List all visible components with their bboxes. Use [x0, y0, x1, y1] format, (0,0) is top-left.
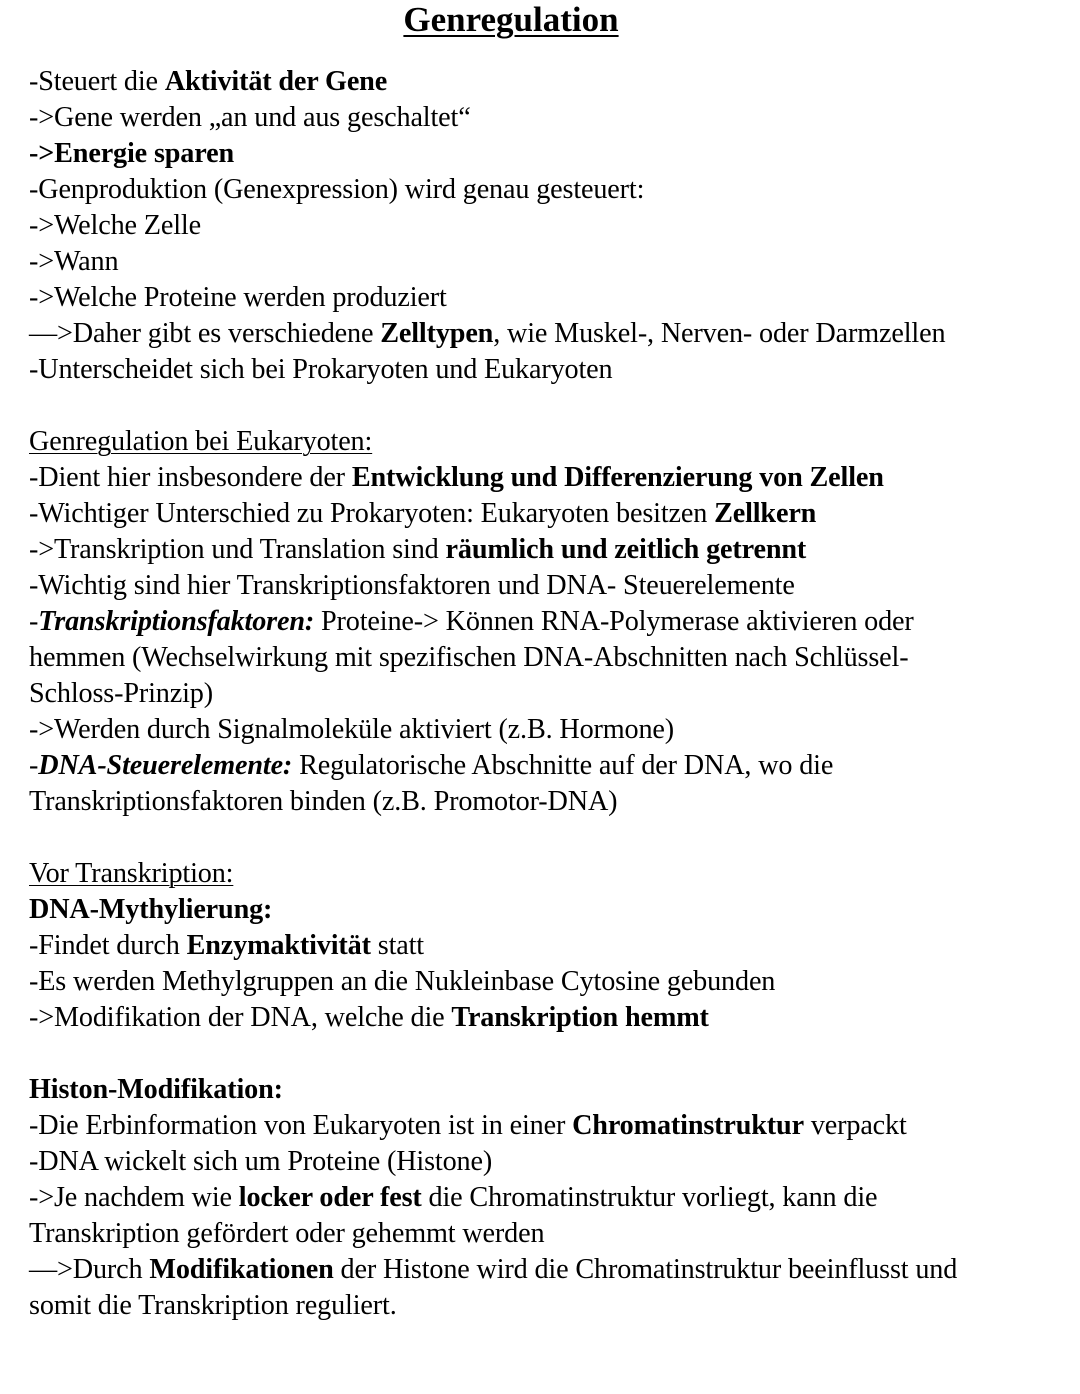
eukaryoten-line-4: -Wichtig sind hier Transkriptionsfaktoren und DNA- Steuerelemente: [29, 570, 795, 601]
section-heading-eukaryoten: Genregulation bei Eukaryoten:: [29, 426, 373, 457]
subheading-dna-methylierung: DNA-Mythylierung:: [29, 894, 273, 925]
vor-transkription-line-3: ->Modifikation der DNA, welche die Transkription hemmt: [29, 1002, 709, 1033]
eukaryoten-line-1: -Dient hier insbesondere der Entwicklung und Differenzierung von Zellen: [29, 462, 884, 493]
eukaryoten-line-2: -Wichtiger Unterschied zu Prokaryoten: Eukaryoten besitzen Zellkern: [29, 498, 817, 529]
spacer: [29, 1036, 1074, 1072]
section-heading-histon: Histon-Modifikation:: [29, 1074, 283, 1105]
eukaryoten-line-5: -Transkriptionsfaktoren: Proteine-> Können RNA-Polymerase aktivieren oder: [29, 606, 914, 637]
histon-line-1: -Die Erbinformation von Eukaryoten ist in einer Chromatinstruktur verpackt: [29, 1110, 907, 1141]
intro-line-3: ->Energie sparen: [29, 138, 234, 169]
histon-line-6: somit die Transkription reguliert.: [29, 1290, 397, 1321]
vor-transkription-line-1: -Findet durch Enzymaktivität statt: [29, 930, 424, 961]
section-heading-vor-transkription: Vor Transkription:: [29, 858, 234, 889]
intro-line-9: -Unterscheidet sich bei Prokaryoten und Eukaryoten: [29, 354, 613, 385]
intro-line-1: -Steuert die Aktivität der Gene: [29, 66, 388, 97]
eukaryoten-line-7: Schloss-Prinzip): [29, 678, 213, 709]
intro-line-4: -Genproduktion (Genexpression) wird genau gesteuert:: [29, 174, 645, 205]
intro-line-5: ->Welche Zelle: [29, 210, 201, 241]
intro-line-2: ->Gene werden „an und aus geschaltet“: [29, 102, 471, 133]
vor-transkription-line-2: -Es werden Methylgruppen an die Nukleinbase Cytosine gebunden: [29, 966, 776, 997]
histon-line-3: ->Je nachdem wie locker oder fest die Chromatinstruktur vorliegt, kann die: [29, 1182, 878, 1213]
intro-line-7: ->Welche Proteine werden produziert: [29, 282, 447, 313]
histon-line-2: -DNA wickelt sich um Proteine (Histone): [29, 1146, 493, 1177]
histon-line-5: —>Durch Modifikationen der Histone wird die Chromatinstruktur beeinflusst und: [29, 1254, 958, 1285]
document-body: [29, 64, 1074, 1324]
eukaryoten-line-8: ->Werden durch Signalmoleküle aktiviert (z.B. Hormone): [29, 714, 675, 745]
spacer: [29, 820, 1074, 856]
intro-line-8: —>Daher gibt es verschiedene Zelltypen, wie Muskel-, Nerven- oder Darmzellen: [29, 318, 946, 349]
eukaryoten-line-10: Transkriptionsfaktoren binden (z.B. Promotor-DNA): [29, 786, 618, 817]
histon-line-4: Transkription gefördert oder gehemmt werden: [29, 1218, 545, 1249]
spacer: [29, 388, 1074, 424]
intro-line-6: ->Wann: [29, 246, 119, 277]
page-title: Genregulation: [403, 0, 619, 39]
eukaryoten-line-3: ->Transkription und Translation sind räumlich und zeitlich getrennt: [29, 534, 807, 565]
eukaryoten-line-6: hemmen (Wechselwirkung mit spezifischen DNA-Abschnitten nach Schlüssel-: [29, 642, 909, 673]
eukaryoten-line-9: -DNA-Steuerelemente: Regulatorische Abschnitte auf der DNA, wo die: [29, 750, 834, 781]
